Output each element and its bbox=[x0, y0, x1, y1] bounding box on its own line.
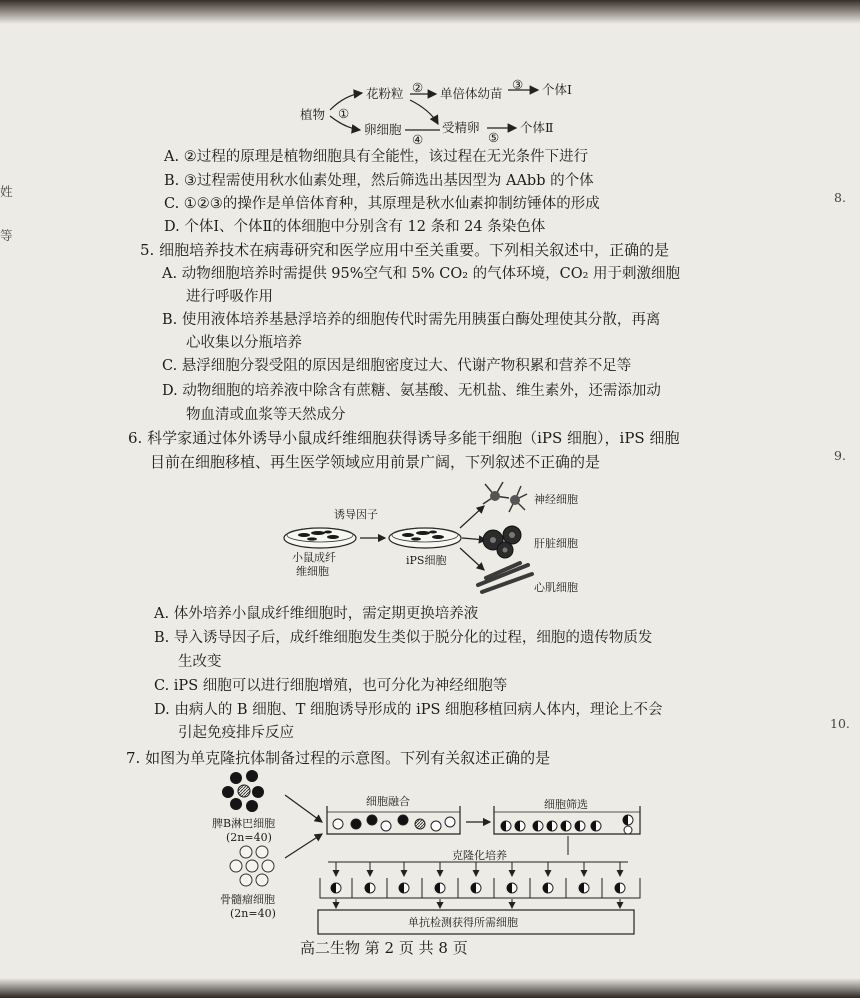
fig-fibroblast-label2: 维细胞 bbox=[296, 565, 329, 578]
scheme-step3: ③ bbox=[512, 77, 524, 92]
scheme-egg: 卵细胞 bbox=[364, 122, 402, 137]
margin-q8-number: 8. bbox=[834, 190, 846, 205]
scheme-step4: ④ bbox=[412, 132, 424, 147]
q6-option-b-line2: 生改变 bbox=[178, 654, 222, 670]
q5-option-b-line2: 心收集以分瓶培养 bbox=[186, 335, 302, 351]
fig-screen-label: 细胞筛选 bbox=[544, 798, 588, 811]
fig-ips-label: iPS细胞 bbox=[406, 554, 447, 567]
scheme-step5: ⑤ bbox=[488, 130, 500, 145]
q5-option-d-line2: 物血清或血浆等天然成分 bbox=[186, 407, 346, 423]
q4-option-b: B. ③过程需使用秋水仙素处理，然后筛选出基因型为 AAbb 的个体 bbox=[164, 173, 594, 189]
fig-induction-factor: 诱导因子 bbox=[334, 508, 378, 521]
page-footer: 高二生物 第 2 页 共 8 页 bbox=[300, 939, 468, 957]
margin-q10-number: 10. bbox=[830, 716, 850, 731]
q5-option-c: C. 悬浮细胞分裂受阻的原因是细胞密度过大、代谢产物积累和营养不足等 bbox=[162, 358, 632, 374]
q6-option-d-line2: 引起免疫排斥反应 bbox=[178, 725, 294, 741]
scheme-individual-2: 个体Ⅱ bbox=[520, 120, 554, 135]
q4-option-c: C. ①②③的操作是单倍体育种，其原理是秋水仙素抑制纺锤体的形成 bbox=[164, 196, 600, 212]
scheme-pollen: 花粉粒 bbox=[366, 86, 404, 101]
scheme-step2: ② bbox=[412, 80, 424, 95]
scheme-plant: 植物 bbox=[300, 107, 326, 122]
fig-b-cell-ploidy: (2n=40) bbox=[226, 831, 272, 844]
fig-myeloma-ploidy: (2n=40) bbox=[230, 907, 276, 920]
q6-option-d-line1: D. 由病人的 B 细胞、T 细胞诱导形成的 iPS 细胞移植回病人体内，理论上不会 bbox=[154, 702, 663, 718]
fig-fusion-label: 细胞融合 bbox=[366, 795, 410, 808]
q6-stem-line2: 目前在细胞移植、再生医学领域应用前景广阔，下列叙述不正确的是 bbox=[150, 453, 601, 471]
q6-option-b-line1: B. 导入诱导因子后，成纤维细胞发生类似于脱分化的过程，细胞的遗传物质发 bbox=[154, 630, 653, 646]
scheme-individual-1: 个体Ⅰ bbox=[542, 82, 572, 97]
q5-option-a-line1: A. 动物细胞培养时需提供 95%空气和 5% CO₂ 的气体环境，CO₂ 用于刺激细胞 bbox=[162, 266, 681, 282]
margin-q9-number: 9. bbox=[834, 448, 846, 463]
q6-option-a: A. 体外培养小鼠成纤维细胞时，需定期更换培养液 bbox=[154, 606, 479, 622]
page-bottom-shadow bbox=[0, 978, 860, 998]
fig-detect-label: 单抗检测获得所需细胞 bbox=[408, 916, 518, 929]
q4-option-a: A. ②过程的原理是植物细胞具有全能性，该过程在无光条件下进行 bbox=[164, 149, 589, 165]
q7-stem: 7. 如图为单克隆抗体制备过程的示意图。下列有关叙述正确的是 bbox=[126, 749, 551, 767]
q5-stem: 5. 细胞培养技术在病毒研究和医学应用中至关重要。下列相关叙述中，正确的是 bbox=[140, 241, 670, 259]
fig-liver-label: 肝脏细胞 bbox=[534, 537, 578, 550]
q5-option-b-line1: B. 使用液体培养基悬浮培养的细胞传代时需先用胰蛋白酶处理使其分散，再离 bbox=[162, 312, 661, 328]
q5-option-a-line2: 进行呼吸作用 bbox=[186, 289, 273, 305]
q4-option-d: D. 个体Ⅰ、个体Ⅱ的体细胞中分别含有 12 条和 24 条染色体 bbox=[164, 219, 546, 235]
scheme-step1: ① bbox=[338, 106, 350, 121]
fig-fibroblast-label1: 小鼠成纤 bbox=[292, 551, 336, 564]
scheme-haploid-seedling: 单倍体幼苗 bbox=[440, 86, 503, 101]
fig-clone-label: 克隆化培养 bbox=[452, 849, 507, 862]
fig-neuron-label: 神经细胞 bbox=[534, 493, 578, 506]
margin-left-char-2: 等 bbox=[0, 228, 13, 243]
scheme-fertilized-egg: 受精卵 bbox=[442, 120, 480, 135]
q5-option-d-line1: D. 动物细胞的培养液中除含有蔗糖、氨基酸、无机盐、维生素外，还需添加动 bbox=[162, 383, 661, 399]
q6-option-c: C. iPS 细胞可以进行细胞增殖，也可分化为神经细胞等 bbox=[154, 678, 508, 694]
fig-heart-label: 心肌细胞 bbox=[534, 581, 578, 594]
fig-myeloma-label: 骨髓瘤细胞 bbox=[220, 893, 275, 906]
fig-b-cell-label: 脾B淋巴细胞 bbox=[212, 817, 276, 830]
margin-left-char-1: 姓 bbox=[0, 184, 13, 199]
q6-stem-line1: 6. 科学家通过体外诱导小鼠成纤维细胞获得诱导多能干细胞（iPS 细胞），iPS 细胞 bbox=[128, 429, 680, 447]
